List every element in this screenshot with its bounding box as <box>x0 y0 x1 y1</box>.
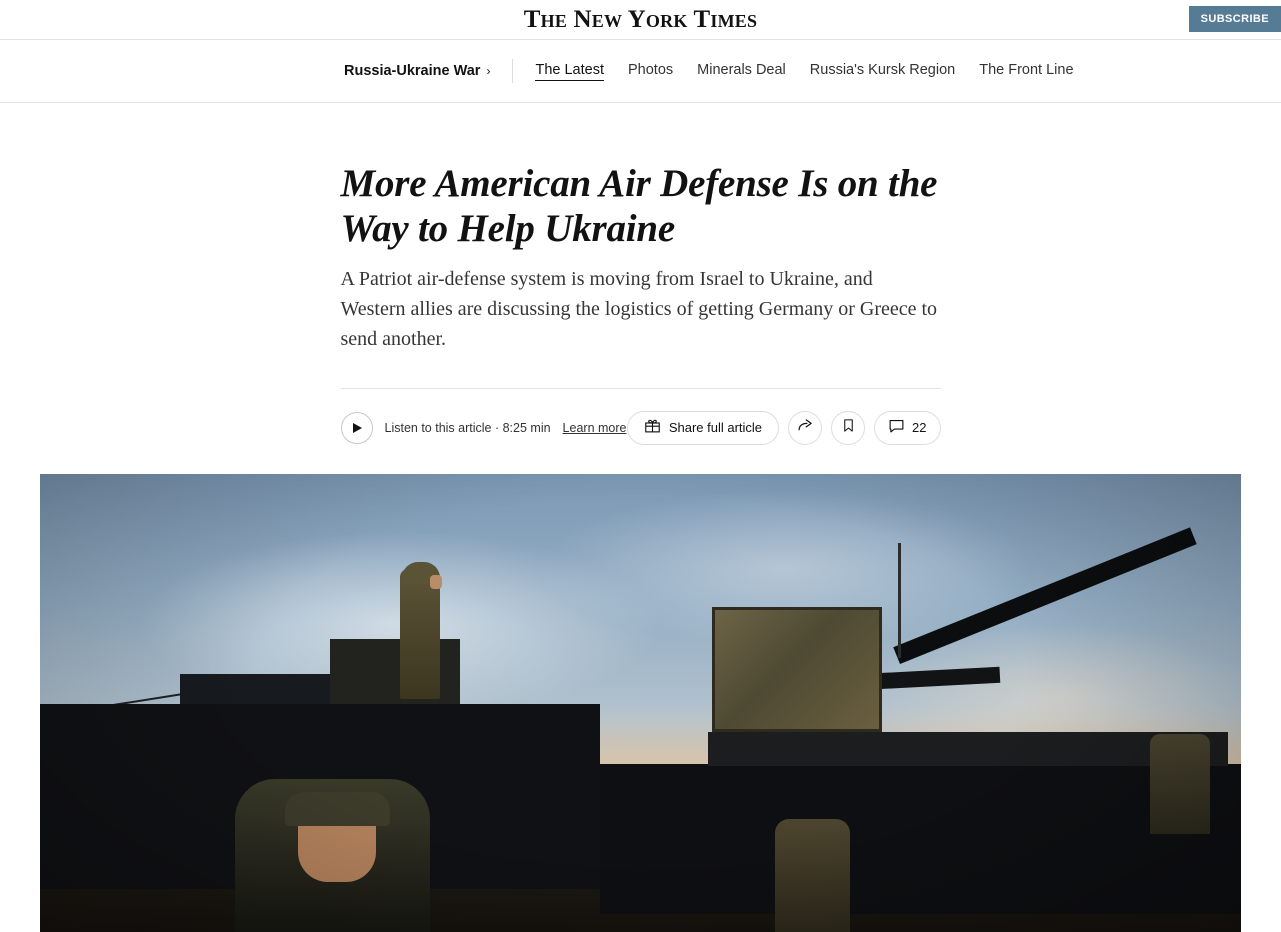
learn-more-link[interactable]: Learn more <box>562 420 627 435</box>
share-tools <box>627 411 941 445</box>
nyt-logo[interactable]: The New York Times <box>523 6 758 33</box>
masthead <box>0 0 1281 40</box>
play-icon <box>353 423 362 433</box>
listen-label: Listen to this article · 8:25 min <box>384 420 551 435</box>
subnav-link-the-latest[interactable]: The Latest <box>535 62 604 81</box>
comment-count: 22 <box>912 420 927 436</box>
listen-group <box>341 412 627 444</box>
share-arrow-icon <box>797 417 814 439</box>
comment-bubble-icon <box>888 417 905 439</box>
article-toolbar <box>341 388 941 448</box>
subnav-link-photos[interactable]: Photos <box>627 62 674 78</box>
play-button[interactable] <box>341 412 373 444</box>
chevron-right-icon: › <box>486 64 491 78</box>
subnav-link-russias-kursk-region[interactable]: Russia's Kursk Region <box>809 62 956 78</box>
page-title: More American Air Defense Is on the Way to Help Ukraine <box>340 162 938 251</box>
bookmark-icon <box>841 417 856 439</box>
share-full-article-label: Share full article <box>668 420 763 436</box>
subnav-link-the-front-line[interactable]: The Front Line <box>979 62 1074 78</box>
article-header <box>341 103 941 448</box>
photo-vignette <box>40 474 1241 932</box>
share-full-article-button[interactable] <box>627 411 779 445</box>
share-button[interactable] <box>788 411 822 445</box>
save-button[interactable] <box>831 411 865 445</box>
subnav-title[interactable]: Russia-Ukraine War <box>344 63 481 79</box>
section-subnav <box>0 40 1281 103</box>
subnav-links <box>535 62 1073 81</box>
gift-icon <box>644 417 661 439</box>
subnav-divider <box>512 59 513 83</box>
lead-photo <box>40 474 1241 932</box>
article-summary: A Patriot air-defense system is moving from Israel to Ukraine, and Western allies are discussing the logistics of getting Germany or Greece to send another. <box>340 268 938 350</box>
comments-button[interactable] <box>874 411 940 445</box>
subscribe-button[interactable]: SUBSCRIBE <box>1189 6 1281 32</box>
subnav-link-minerals-deal[interactable]: Minerals Deal <box>697 62 786 78</box>
